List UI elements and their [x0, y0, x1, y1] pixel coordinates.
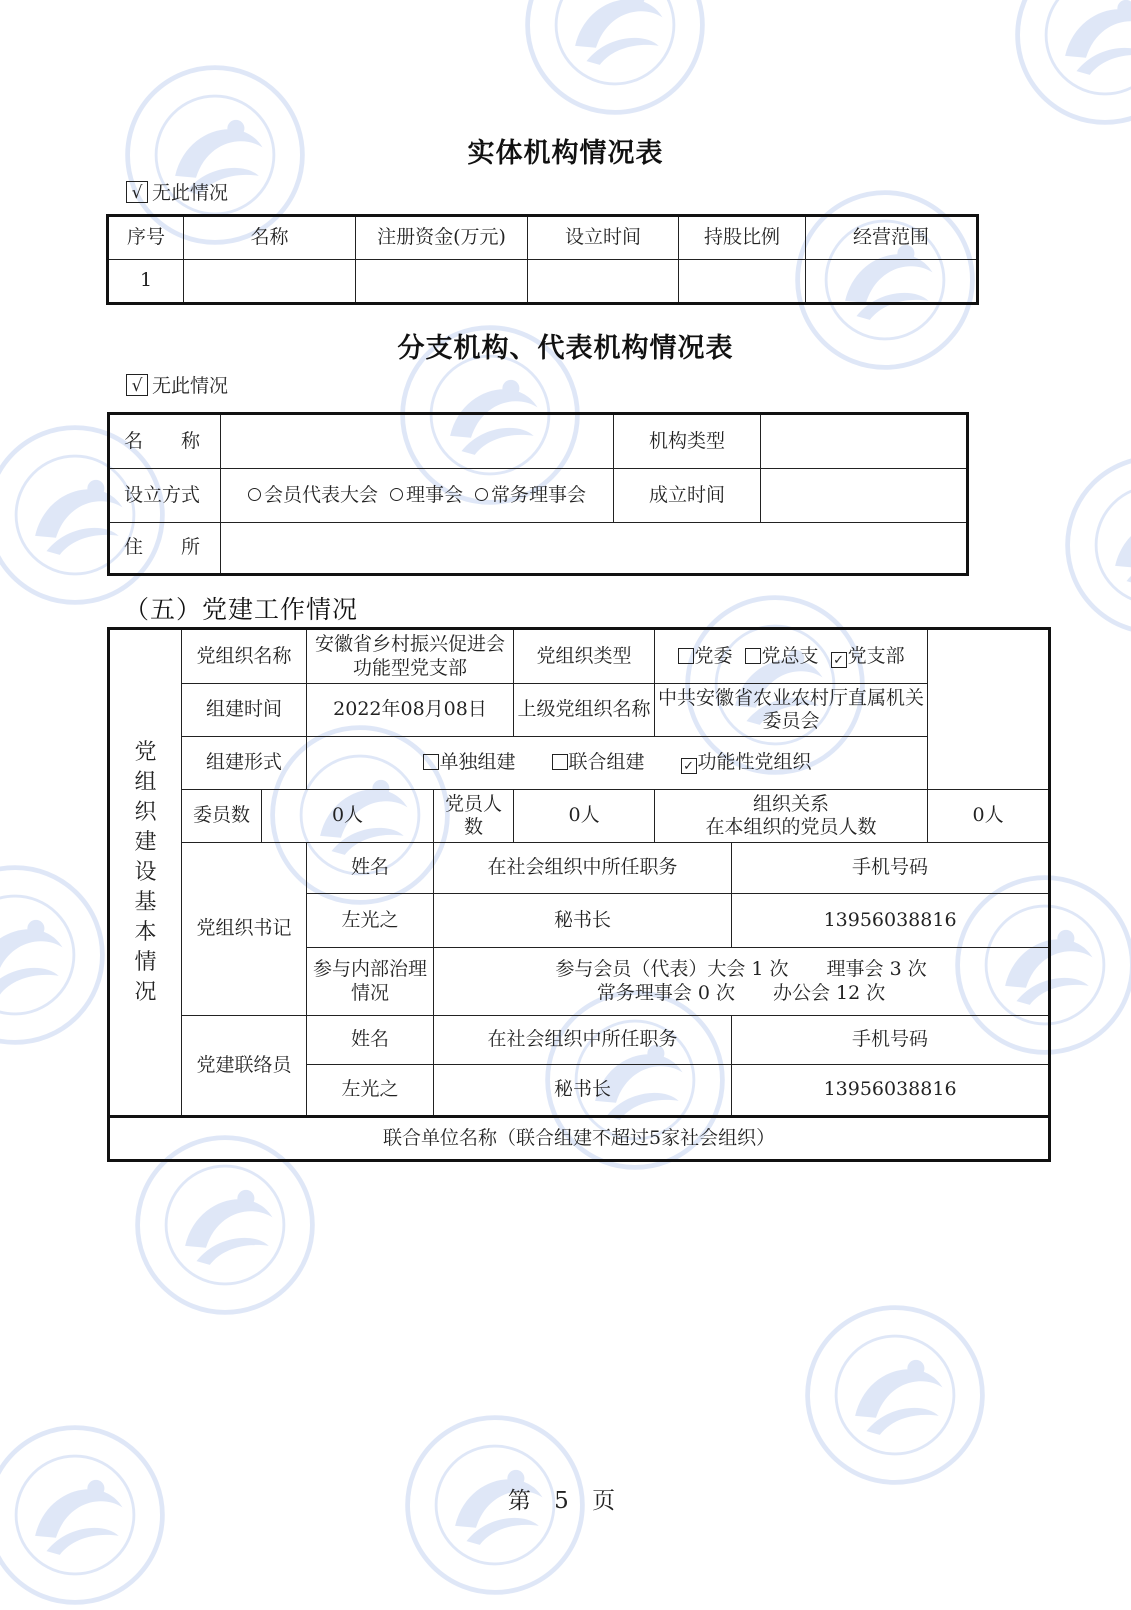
- option-label: 党总支: [761, 644, 819, 667]
- option-label: 党委: [694, 644, 733, 667]
- table-row: [110, 415, 967, 469]
- side-char: 情: [134, 949, 157, 975]
- radio-icon: [475, 488, 488, 501]
- entity-section-title: 实体机构情况表: [467, 138, 664, 169]
- governance-label: 参与内部治理情况: [307, 948, 434, 1016]
- method-option-1[interactable]: [248, 484, 378, 506]
- branch-type-label: 机构类型: [614, 415, 761, 469]
- table-row: [110, 630, 1049, 684]
- radio-icon: [390, 488, 403, 501]
- branch-no-info-checkbox[interactable]: √: [126, 374, 148, 396]
- superior-value[interactable]: 中共安徽省农业农村厅直属机关委员会: [655, 684, 928, 737]
- page-number: 第 5 页: [507, 1488, 624, 1514]
- side-char: 况: [134, 979, 157, 1005]
- founded-value[interactable]: 2022年08月08日: [307, 684, 514, 737]
- members-value[interactable]: 0人: [514, 790, 655, 843]
- liaison-label: 党建联络员: [182, 1016, 307, 1117]
- radio-icon: [248, 488, 261, 501]
- entity-header-cell: 经营范围: [806, 217, 977, 260]
- secretary-label: 党组织书记: [182, 843, 307, 1016]
- secretary-phone[interactable]: 13956038816: [732, 894, 1049, 948]
- entity-cell-date[interactable]: [528, 260, 679, 303]
- branch-name-value[interactable]: [221, 415, 614, 469]
- entity-header-cell: 序号: [109, 217, 184, 260]
- checkbox-checked-icon: ✓: [681, 758, 697, 774]
- table-row: [110, 1016, 1049, 1065]
- secretary-name[interactable]: 左光之: [307, 894, 434, 948]
- method-option-3[interactable]: [475, 484, 586, 506]
- table-row: [110, 684, 1049, 737]
- side-char: 基: [134, 889, 157, 915]
- branch-established-value[interactable]: [761, 469, 967, 523]
- entity-cell-index: 1: [109, 260, 184, 303]
- form-option[interactable]: [552, 751, 645, 773]
- side-char: 本: [134, 919, 157, 945]
- entity-header-cell: 名称: [184, 217, 356, 260]
- relation-label: [655, 790, 928, 843]
- branch-table: [109, 414, 967, 574]
- entity-table: [108, 216, 977, 303]
- org-name-value[interactable]: 安徽省乡村振兴促进会功能型党支部: [307, 630, 514, 684]
- governance-line: 常务理事会 0 次 办公会 12 次: [596, 981, 886, 1004]
- relation-value[interactable]: 0人: [928, 790, 1049, 843]
- side-char: 设: [134, 859, 157, 885]
- entity-cell-name[interactable]: [184, 260, 356, 303]
- entity-cell-share[interactable]: [679, 260, 806, 303]
- side-char: 组: [134, 769, 157, 795]
- side-char: 建: [134, 829, 157, 855]
- entity-header-cell: 设立时间: [528, 217, 679, 260]
- org-type-option[interactable]: [745, 645, 819, 667]
- option-label: 单独组建: [439, 751, 516, 774]
- relation-label-line: 组织关系: [753, 792, 830, 815]
- table-row: [110, 737, 1049, 790]
- table-row: [110, 523, 967, 574]
- governance-value[interactable]: [434, 948, 1049, 1016]
- liaison-phone[interactable]: 13956038816: [732, 1065, 1049, 1117]
- checkbox-checked-icon: ✓: [831, 652, 847, 668]
- entity-table-header-row: [109, 217, 977, 260]
- governance-line: 参与会员（代表）大会 1 次 理事会 3 次: [555, 958, 927, 981]
- col-header-phone: 手机号码: [732, 843, 1049, 894]
- col-header-position: 在社会组织中所任职务: [434, 843, 732, 894]
- table-row: [110, 790, 1049, 843]
- checkbox-icon: [678, 648, 694, 664]
- option-label: 党支部: [847, 644, 905, 667]
- entity-cell-scope[interactable]: [806, 260, 977, 303]
- party-side-label: [110, 630, 182, 1117]
- table-row: [110, 469, 967, 523]
- party-section-heading: （五）党建工作情况: [124, 595, 359, 624]
- members-label: 党员人数: [434, 790, 514, 843]
- relation-label-line: 在本组织的党员人数: [705, 816, 877, 838]
- table-row: [109, 260, 977, 303]
- option-label: 联合组建: [568, 751, 645, 774]
- branch-section-title: 分支机构、代表机构情况表: [397, 333, 734, 364]
- option-label: 功能性党组织: [697, 751, 812, 774]
- branch-established-label: 成立时间: [614, 469, 761, 523]
- entity-no-info-label: 无此情况: [152, 182, 229, 204]
- org-type-options: [655, 630, 928, 684]
- branch-method-options: [221, 469, 614, 523]
- entity-header-cell: 持股比例: [679, 217, 806, 260]
- org-name-label: 党组织名称: [182, 630, 307, 684]
- branch-name-label: 名 称: [110, 415, 221, 469]
- org-type-option[interactable]: [831, 645, 905, 667]
- secretary-position[interactable]: 秘书长: [434, 894, 732, 948]
- entity-no-info: [126, 178, 228, 205]
- col-header-name: 姓名: [307, 843, 434, 894]
- entity-header-cell: 注册资金(万元): [356, 217, 528, 260]
- entity-cell-capital[interactable]: [356, 260, 528, 303]
- party-table: [109, 629, 1049, 1160]
- method-option-label: 常务理事会: [491, 483, 587, 506]
- branch-no-info-label: 无此情况: [152, 375, 229, 397]
- superior-label: 上级党组织名称: [514, 684, 655, 737]
- form-options: [307, 737, 928, 790]
- founded-label: 组建时间: [182, 684, 307, 737]
- entity-no-info-checkbox[interactable]: √: [126, 181, 148, 203]
- form-option[interactable]: [423, 751, 516, 773]
- col-header-position: 在社会组织中所任职务: [434, 1016, 732, 1065]
- liaison-name[interactable]: 左光之: [307, 1065, 434, 1117]
- form-label: 组建形式: [182, 737, 307, 790]
- method-option-label: 会员代表大会: [263, 483, 378, 506]
- col-header-phone: 手机号码: [732, 1016, 1049, 1065]
- branch-address-label: 住 所: [110, 523, 221, 574]
- checkbox-icon: [552, 754, 568, 770]
- committee-label: 委员数: [182, 790, 262, 843]
- branch-method-label: 设立方式: [110, 469, 221, 523]
- table-row: [110, 1117, 1049, 1160]
- side-char: 党: [134, 739, 157, 765]
- checkbox-icon: [423, 754, 439, 770]
- method-option-label: 理事会: [405, 483, 463, 506]
- table-row: [110, 843, 1049, 894]
- side-char: 织: [134, 799, 157, 825]
- committee-value[interactable]: 0人: [262, 790, 434, 843]
- col-header-name: 姓名: [307, 1016, 434, 1065]
- liaison-position[interactable]: 秘书长: [434, 1065, 732, 1117]
- checkbox-icon: [745, 648, 761, 664]
- org-type-option[interactable]: [678, 645, 733, 667]
- method-option-2[interactable]: [390, 484, 463, 506]
- branch-type-value[interactable]: [761, 415, 967, 469]
- branch-no-info: [126, 371, 228, 398]
- branch-address-value[interactable]: [221, 523, 967, 574]
- org-type-label: 党组织类型: [514, 630, 655, 684]
- form-option[interactable]: [681, 751, 812, 773]
- joint-units-label: 联合单位名称（联合组建不超过5家社会组织）: [110, 1117, 1049, 1160]
